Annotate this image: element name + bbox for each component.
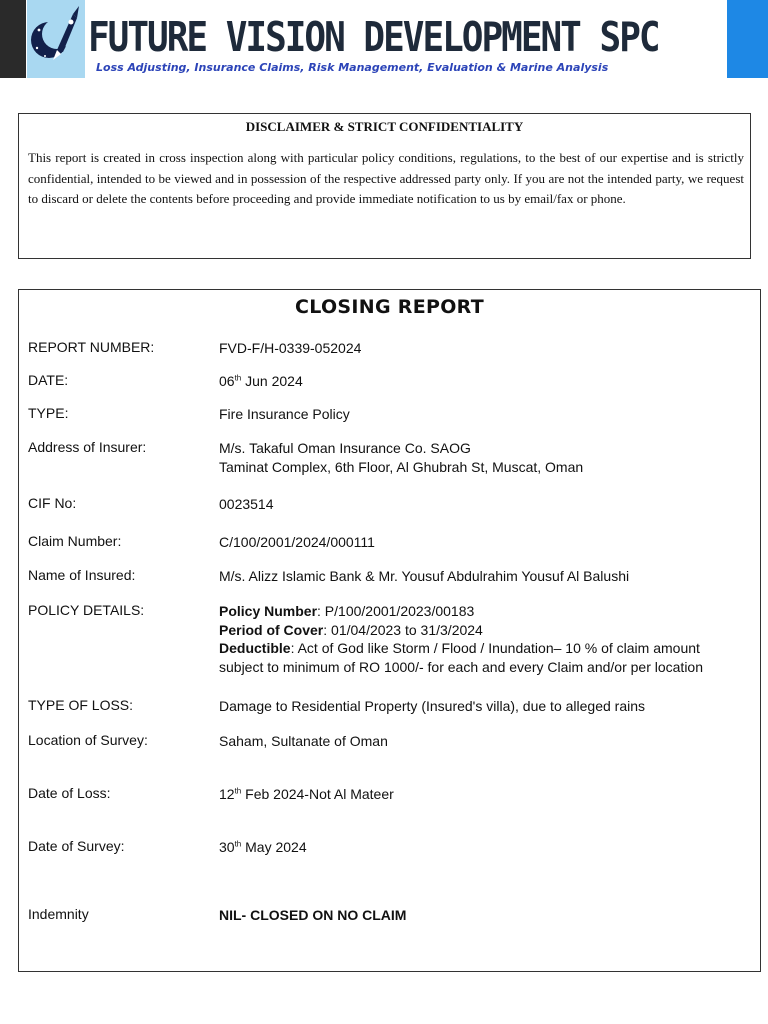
survey-day: 30 — [219, 839, 235, 855]
policy-number-value: : P/100/2001/2023/00183 — [317, 603, 475, 619]
rocket-moon-logo-icon — [27, 0, 85, 78]
claim-value: C/100/2001/2024/000111 — [219, 534, 375, 550]
policy-details — [219, 602, 703, 676]
survey-rest: May 2024 — [241, 839, 307, 855]
letterhead-banner — [0, 0, 768, 80]
date-label: DATE: — [28, 372, 69, 388]
type-value: Fire Insurance Policy — [219, 406, 350, 422]
insured-label: Name of Insured: — [28, 567, 136, 583]
loss-rest: Feb 2024-Not Al Mateer — [241, 786, 394, 802]
claim-label: Claim Number: — [28, 533, 122, 549]
insured-value: M/s. Alizz Islamic Bank & Mr. Yousuf Abdulrahim Yousuf Al Balushi — [219, 568, 630, 584]
date-suffix: th — [234, 373, 242, 383]
company-name: FUTURE VISION DEVELOPMENT SPC — [88, 14, 659, 62]
date-value — [219, 372, 303, 391]
report-title: CLOSING REPORT — [294, 296, 484, 318]
report-number-label: REPORT NUMBER: — [28, 339, 155, 355]
disclaimer-body: This report is created in cross inspection along with particular policy conditions, regulations, to the best of our expertise and is strictly confidential, intended to be viewed and in possession of the respective addressed party only. If you are not the intended party, we request to discard or delete the contents before proceeding and provide immediate notification to us by email/fax or phone. — [28, 150, 744, 206]
disclaimer-box — [18, 113, 751, 259]
insurer-line-2: Taminat Complex, 6th Floor, Al Ghubrah St, Muscat, Oman — [219, 458, 584, 475]
closing-report — [18, 289, 761, 972]
cif-label: CIF No: — [28, 495, 77, 511]
insurer-label: Address of Insurer: — [28, 439, 147, 455]
banner-title-area — [86, 0, 726, 78]
loss-type-value: Damage to Residential Property (Insured's villa), due to alleged rains — [219, 698, 646, 714]
deductible-label: Deductible — [219, 640, 291, 656]
type-label: TYPE: — [28, 405, 69, 421]
insurer-value — [219, 439, 583, 476]
date-rest: Jun 2024 — [241, 373, 303, 389]
indemnity-value: NIL- CLOSED ON NO CLAIM — [219, 907, 407, 923]
loss-day-suffix: th — [234, 786, 242, 796]
disclaimer-title: DISCLAIMER & STRICT CONFIDENTIALITY — [245, 119, 524, 134]
banner-left-bar — [0, 0, 26, 78]
policy-label: POLICY DETAILS: — [28, 602, 145, 618]
date-day: 06 — [219, 373, 235, 389]
date-of-survey-value — [219, 838, 307, 857]
report-number-value: FVD-F/H-0339-052024 — [219, 340, 362, 356]
date-of-loss-label: Date of Loss: — [28, 785, 111, 801]
date-of-loss-value — [219, 785, 394, 804]
indemnity-label: Indemnity — [28, 906, 89, 922]
cif-value: 0023514 — [219, 496, 274, 512]
location-value: Saham, Sultanate of Oman — [219, 733, 388, 749]
date-of-survey-label: Date of Survey: — [28, 838, 125, 854]
loss-day: 12 — [219, 786, 235, 802]
deductible-value: : Act of God like Storm / Flood / Inundation– 10 % of claim amount — [290, 640, 700, 656]
banner-right-bar — [727, 0, 768, 78]
survey-day-suffix: th — [234, 839, 242, 849]
insurer-line-1: M/s. Takaful Oman Insurance Co. SAOG — [219, 440, 471, 456]
policy-number-label: Policy Number — [219, 603, 318, 619]
deductible-line-2: subject to minimum of RO 1000/- for each and every Claim and/or per location — [219, 658, 704, 675]
period-value: : 01/04/2023 to 31/3/2024 — [323, 621, 483, 638]
loss-type-label: TYPE OF LOSS: — [28, 697, 134, 713]
period-label: Period of Cover — [219, 621, 324, 638]
location-label: Location of Survey: — [28, 732, 148, 748]
company-tagline: Loss Adjusting, Insurance Claims, Risk Management, Evaluation & Marine Analysis — [96, 61, 609, 74]
